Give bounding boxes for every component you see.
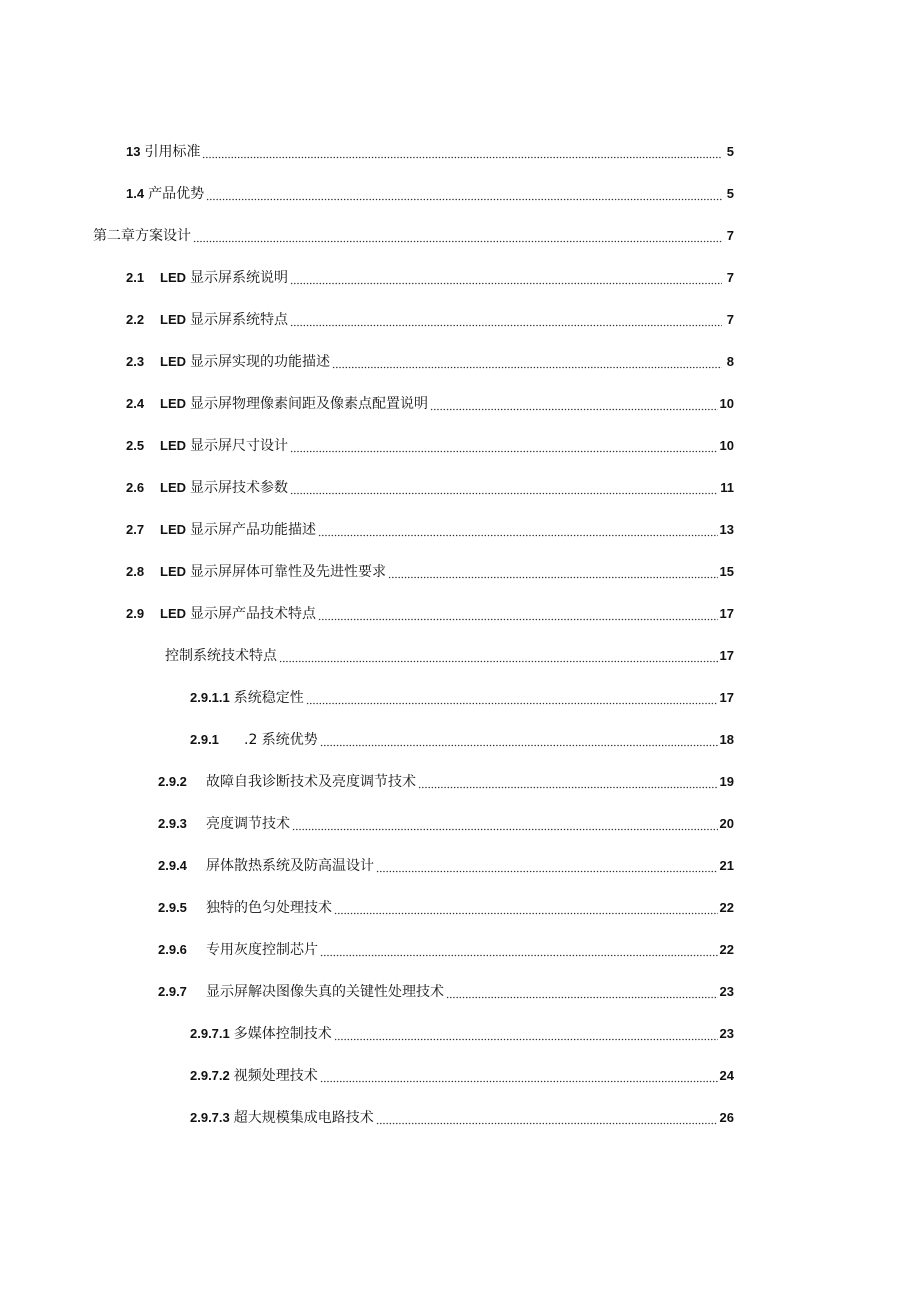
toc-entry-page-number: 24 [719, 1068, 734, 1083]
toc-dot-leader [388, 561, 718, 583]
toc-entry-title-text: 屏体散热系统及防高温设计 [206, 858, 374, 874]
toc-entry-page-number: 22 [719, 942, 734, 957]
toc-entry-title-text: 引用标准 [144, 144, 201, 160]
toc-entry-title-text: 第二章方案设计 [93, 228, 191, 244]
toc-dot-leader [279, 645, 718, 667]
toc-entry-title [234, 687, 304, 709]
toc-dot-leader [292, 813, 718, 835]
toc-dot-leader [306, 687, 718, 709]
toc-entry-title-text: 显示屏实现的功能描述 [190, 354, 330, 370]
toc-entry[interactable] [126, 141, 734, 163]
toc-entry-title-text: 显示屏屏体可靠性及先进性要求 [190, 564, 386, 580]
toc-dot-leader [320, 939, 718, 961]
toc-entry-title [206, 771, 416, 793]
toc-dot-leader [193, 225, 722, 247]
toc-entry-title-text: 显示屏产品技术特点 [190, 606, 316, 622]
toc-entry-title-text: 显示屏系统说明 [190, 270, 288, 286]
toc-entry-number: 2.6 [126, 480, 145, 495]
toc-entry-page-number: 20 [719, 816, 734, 831]
toc-entry-title [160, 561, 386, 583]
toc-dot-leader [290, 435, 718, 457]
toc-entry[interactable] [93, 225, 734, 247]
toc-entry-page-number: 10 [719, 396, 734, 411]
toc-entry-title [160, 393, 428, 415]
toc-dot-leader [332, 351, 722, 373]
toc-entry-number: 2.9.1 [190, 732, 219, 747]
toc-entry-title-text: 视频处理技术 [233, 1068, 318, 1084]
toc-entry-title [234, 1065, 318, 1087]
toc-entry-page-number: 18 [719, 732, 734, 747]
toc-dot-leader [290, 267, 722, 289]
toc-dot-leader [376, 855, 718, 877]
toc-dot-leader [318, 603, 718, 625]
toc-entry[interactable] [158, 855, 734, 877]
toc-entry-led-prefix: LED [160, 312, 186, 327]
toc-entry[interactable] [126, 435, 734, 457]
toc-dot-leader [290, 309, 722, 331]
toc-entry-title-text: 显示屏尺寸设计 [190, 438, 288, 454]
toc-entry-title-text: 显示屏物理像素间距及像素点配置说明 [190, 396, 428, 412]
toc-entry-title [206, 981, 444, 1003]
toc-entry-number: 2.9.2 [158, 774, 187, 789]
toc-entry[interactable] [190, 729, 734, 751]
toc-entry-title [206, 813, 290, 835]
toc-entry-page-number: 5 [726, 144, 734, 159]
toc-entry-title [93, 225, 191, 247]
toc-entry-number: 2.9.7.3 [190, 1110, 230, 1125]
toc-entry-page-number: 7 [726, 270, 734, 285]
toc-entry-page-number: 23 [719, 1026, 734, 1041]
toc-entry-led-prefix: LED [160, 522, 186, 537]
toc-entry[interactable] [158, 897, 734, 919]
toc-entry-number: 2.3 [126, 354, 145, 369]
toc-entry-title [144, 141, 200, 163]
toc-entry-page-number: 23 [719, 984, 734, 999]
toc-entry-number: 2.9.3 [158, 816, 187, 831]
toc-entry[interactable] [126, 561, 734, 583]
toc-entry-number: 2.9.7.1 [190, 1026, 230, 1041]
toc-entry-title-text: 独特的色匀处理技术 [206, 900, 332, 916]
toc-entry[interactable] [190, 1107, 734, 1129]
toc-entry-title [206, 939, 318, 961]
toc-entry[interactable] [126, 603, 734, 625]
toc-entry-title [160, 309, 288, 331]
toc-entry-title-text: 系统稳定性 [233, 690, 304, 706]
toc-entry[interactable] [126, 183, 734, 205]
toc-entry[interactable] [126, 477, 734, 499]
toc-dot-leader [418, 771, 718, 793]
toc-entry-led-prefix: LED [160, 396, 186, 411]
toc-entry-number: 1.4 [126, 186, 145, 201]
toc-dot-leader [290, 477, 718, 499]
toc-dot-leader [430, 393, 718, 415]
toc-entry[interactable] [126, 351, 734, 373]
toc-entry-page-number: 7 [726, 228, 734, 243]
toc-entry-title [160, 603, 316, 625]
toc-entry[interactable] [126, 519, 734, 541]
toc-entry-title-text: 显示屏系统特点 [190, 312, 288, 328]
toc-dot-leader [334, 897, 718, 919]
toc-entry-title [165, 645, 277, 667]
toc-entry[interactable] [158, 813, 734, 835]
toc-entry-number: 2.2 [126, 312, 145, 327]
toc-entry[interactable] [126, 393, 734, 415]
toc-dot-leader [446, 981, 718, 1003]
toc-entry-number: 2.9.5 [158, 900, 187, 915]
toc-entry-number: 13 [126, 144, 141, 159]
toc-dot-leader [202, 141, 722, 163]
toc-entry-led-prefix: LED [160, 564, 186, 579]
toc-entry-number: 2.9.7 [158, 984, 187, 999]
toc-entry-number: 2.1 [126, 270, 145, 285]
toc-entry-title-text: 显示屏解决图像失真的关键性处理技术 [206, 984, 444, 1000]
toc-entry-title [234, 1023, 332, 1045]
toc-dot-leader [320, 729, 718, 751]
toc-entry-number: 2.8 [126, 564, 145, 579]
toc-entry-title-text: 故障自我诊断技术及亮度调节技术 [206, 774, 416, 790]
toc-entry[interactable] [190, 1065, 734, 1087]
toc-dot-leader [318, 519, 718, 541]
toc-entry[interactable] [190, 1023, 734, 1045]
toc-entry-title-text: .2 系统优势 [244, 732, 318, 748]
toc-entry-page-number: 19 [719, 774, 734, 789]
toc-entry-page-number: 26 [719, 1110, 734, 1125]
toc-entry-title [234, 1107, 374, 1129]
toc-entry-page-number: 7 [726, 312, 734, 327]
toc-entry-number: 2.9.7.2 [190, 1068, 230, 1083]
toc-dot-leader [206, 183, 722, 205]
toc-entry-title [160, 435, 288, 457]
toc-entry-title-text: 超大规模集成电路技术 [233, 1110, 374, 1126]
toc-entry-page-number: 17 [719, 690, 734, 705]
toc-entry-led-prefix: LED [160, 438, 186, 453]
toc-entry[interactable] [126, 267, 734, 289]
toc-entry[interactable] [165, 645, 734, 667]
toc-entry-number: 2.9.4 [158, 858, 187, 873]
toc-entry-page-number: 13 [719, 522, 734, 537]
toc-entry-number: 2.4 [126, 396, 145, 411]
toc-entry-title [244, 729, 318, 751]
toc-entry-page-number: 10 [719, 438, 734, 453]
toc-entry-title-text: 控制系统技术特点 [165, 648, 277, 664]
toc-entry-title [160, 477, 288, 499]
toc-entry[interactable] [126, 309, 734, 331]
toc-entry[interactable] [158, 939, 734, 961]
toc-entry-title [206, 897, 332, 919]
toc-entry-led-prefix: LED [160, 480, 186, 495]
toc-entry-title-text: 产品优势 [148, 186, 205, 202]
toc-entry-title [160, 267, 288, 289]
toc-entry-title-text: 显示屏技术参数 [190, 480, 288, 496]
toc-entry[interactable] [158, 771, 734, 793]
toc-entry-title-text: 专用灰度控制芯片 [206, 942, 318, 958]
toc-entry[interactable] [158, 981, 734, 1003]
toc-entry-page-number: 8 [726, 354, 734, 369]
toc-entry-title [160, 351, 330, 373]
toc-entry-title-text: 亮度调节技术 [206, 816, 290, 832]
toc-entry[interactable] [190, 687, 734, 709]
toc-entry-led-prefix: LED [160, 270, 186, 285]
toc-entry-title [148, 183, 204, 205]
toc-dot-leader [376, 1107, 718, 1129]
toc-entry-led-prefix: LED [160, 606, 186, 621]
toc-entry-led-prefix: LED [160, 354, 186, 369]
toc-entry-number: 2.9.1.1 [190, 690, 230, 705]
toc-entry-title-text: 多媒体控制技术 [233, 1026, 332, 1042]
toc-entry-page-number: 5 [726, 186, 734, 201]
toc-entry-number: 2.9 [126, 606, 145, 621]
toc-entry-page-number: 17 [719, 606, 734, 621]
toc-entry-number: 2.7 [126, 522, 145, 537]
toc-entry-page-number: 22 [719, 900, 734, 915]
toc-entry-page-number: 17 [719, 648, 734, 663]
toc-dot-leader [320, 1065, 718, 1087]
toc-entry-page-number: 15 [719, 564, 734, 579]
toc-entry-number: 2.5 [126, 438, 145, 453]
toc-entry-title [206, 855, 374, 877]
toc-entry-title [160, 519, 316, 541]
toc-entry-title-text: 显示屏产品功能描述 [190, 522, 316, 538]
toc-dot-leader [334, 1023, 718, 1045]
toc-entry-page-number: 11 [720, 480, 734, 495]
toc-entry-number: 2.9.6 [158, 942, 187, 957]
toc-entry-page-number: 21 [719, 858, 734, 873]
